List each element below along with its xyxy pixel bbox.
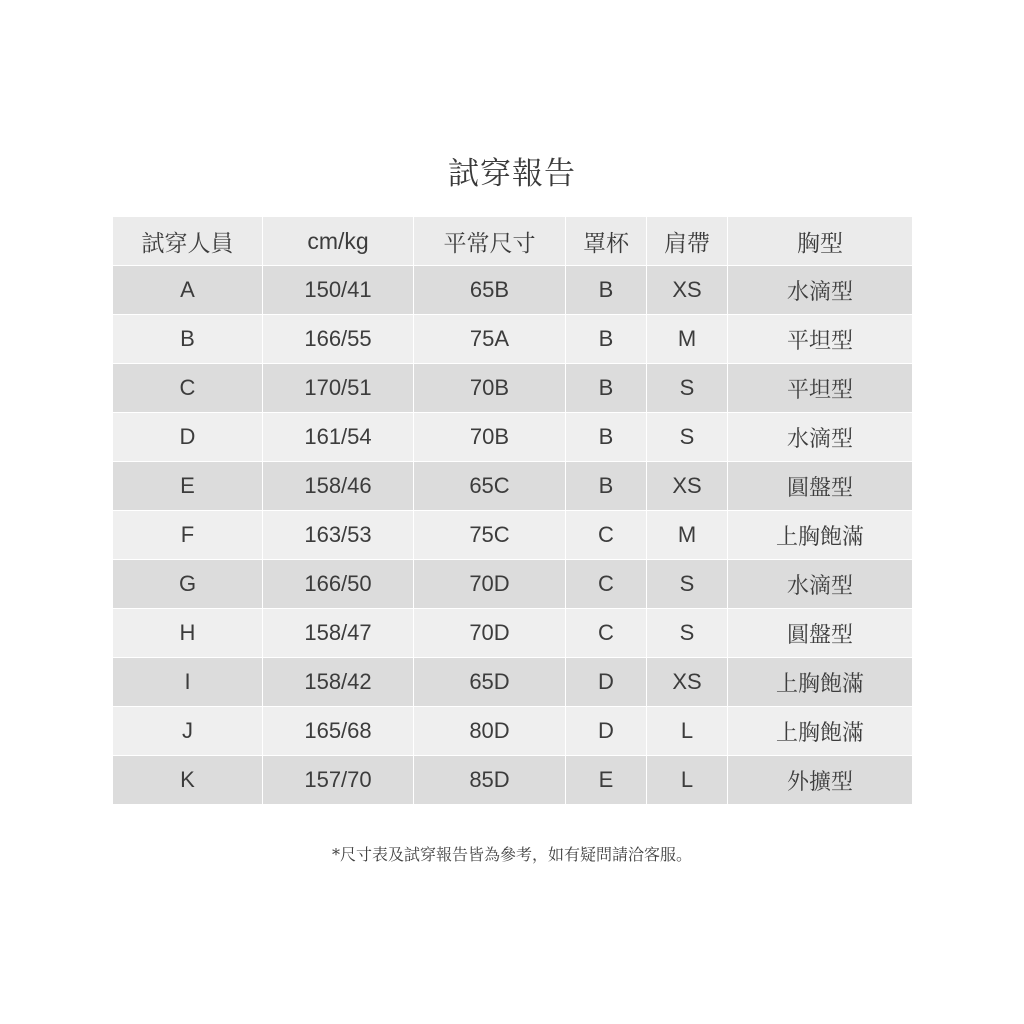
cell-tester: J [113, 707, 263, 756]
cell-cup: E [566, 756, 647, 805]
cell-height-weight: 163/53 [263, 511, 414, 560]
cell-cup: C [566, 609, 647, 658]
cell-tester: G [113, 560, 263, 609]
table-header-row [113, 217, 913, 266]
column-header-height-weight: cm/kg [263, 217, 414, 266]
cell-cup: C [566, 560, 647, 609]
cell-breast-shape: 外擴型 [728, 756, 913, 805]
cell-height-weight: 165/68 [263, 707, 414, 756]
cell-height-weight: 158/47 [263, 609, 414, 658]
cell-usual-size: 70D [414, 609, 566, 658]
table-row [113, 560, 913, 609]
cell-tester: K [113, 756, 263, 805]
table-row [113, 756, 913, 805]
cell-height-weight: 170/51 [263, 364, 414, 413]
table-row [113, 266, 913, 315]
cell-strap: XS [647, 658, 728, 707]
cell-tester: F [113, 511, 263, 560]
cell-breast-shape: 上胸飽滿 [728, 707, 913, 756]
page-title: 試穿報告 [448, 156, 576, 191]
cell-breast-shape: 上胸飽滿 [728, 511, 913, 560]
table-row [113, 511, 913, 560]
footnote: *尺寸表及試穿報告皆為參考，如有疑問請洽客服。 [331, 845, 692, 864]
cell-cup: B [566, 315, 647, 364]
table-row [113, 462, 913, 511]
cell-strap: L [647, 707, 728, 756]
table-body [113, 266, 913, 805]
cell-strap: S [647, 560, 728, 609]
cell-strap: XS [647, 462, 728, 511]
table-row [113, 413, 913, 462]
cell-height-weight: 150/41 [263, 266, 414, 315]
cell-strap: S [647, 364, 728, 413]
column-header-strap: 肩帶 [647, 217, 728, 266]
cell-height-weight: 166/55 [263, 315, 414, 364]
cell-usual-size: 65B [414, 266, 566, 315]
table-header [113, 217, 913, 266]
cell-cup: D [566, 707, 647, 756]
cell-strap: S [647, 609, 728, 658]
cell-breast-shape: 圓盤型 [728, 462, 913, 511]
cell-breast-shape: 水滴型 [728, 413, 913, 462]
cell-usual-size: 85D [414, 756, 566, 805]
cell-usual-size: 70B [414, 413, 566, 462]
cell-strap: S [647, 413, 728, 462]
cell-height-weight: 166/50 [263, 560, 414, 609]
column-header-usual-size: 平常尺寸 [414, 217, 566, 266]
cell-height-weight: 157/70 [263, 756, 414, 805]
cell-height-weight: 158/42 [263, 658, 414, 707]
table-row [113, 609, 913, 658]
cell-height-weight: 158/46 [263, 462, 414, 511]
column-header-breast-shape: 胸型 [728, 217, 913, 266]
cell-strap: XS [647, 266, 728, 315]
cell-tester: B [113, 315, 263, 364]
cell-breast-shape: 上胸飽滿 [728, 658, 913, 707]
cell-strap: M [647, 511, 728, 560]
cell-tester: C [113, 364, 263, 413]
cell-breast-shape: 水滴型 [728, 560, 913, 609]
cell-cup: B [566, 364, 647, 413]
cell-tester: A [113, 266, 263, 315]
cell-breast-shape: 平坦型 [728, 364, 913, 413]
cell-cup: B [566, 462, 647, 511]
cell-breast-shape: 圓盤型 [728, 609, 913, 658]
cell-cup: C [566, 511, 647, 560]
cell-usual-size: 80D [414, 707, 566, 756]
table-row [113, 315, 913, 364]
cell-usual-size: 65C [414, 462, 566, 511]
column-header-tester: 試穿人員 [113, 217, 263, 266]
cell-height-weight: 161/54 [263, 413, 414, 462]
cell-usual-size: 65D [414, 658, 566, 707]
cell-usual-size: 75C [414, 511, 566, 560]
cell-usual-size: 75A [414, 315, 566, 364]
cell-breast-shape: 平坦型 [728, 315, 913, 364]
cell-usual-size: 70B [414, 364, 566, 413]
cell-strap: M [647, 315, 728, 364]
cell-usual-size: 70D [414, 560, 566, 609]
cell-breast-shape: 水滴型 [728, 266, 913, 315]
table-row [113, 364, 913, 413]
cell-cup: B [566, 266, 647, 315]
table-row [113, 658, 913, 707]
cell-tester: H [113, 609, 263, 658]
fitting-report-table-wrapper [112, 216, 912, 805]
cell-strap: L [647, 756, 728, 805]
fitting-report-table [112, 216, 913, 805]
cell-tester: E [113, 462, 263, 511]
cell-cup: D [566, 658, 647, 707]
cell-cup: B [566, 413, 647, 462]
cell-tester: D [113, 413, 263, 462]
column-header-cup: 罩杯 [566, 217, 647, 266]
cell-tester: I [113, 658, 263, 707]
table-row [113, 707, 913, 756]
